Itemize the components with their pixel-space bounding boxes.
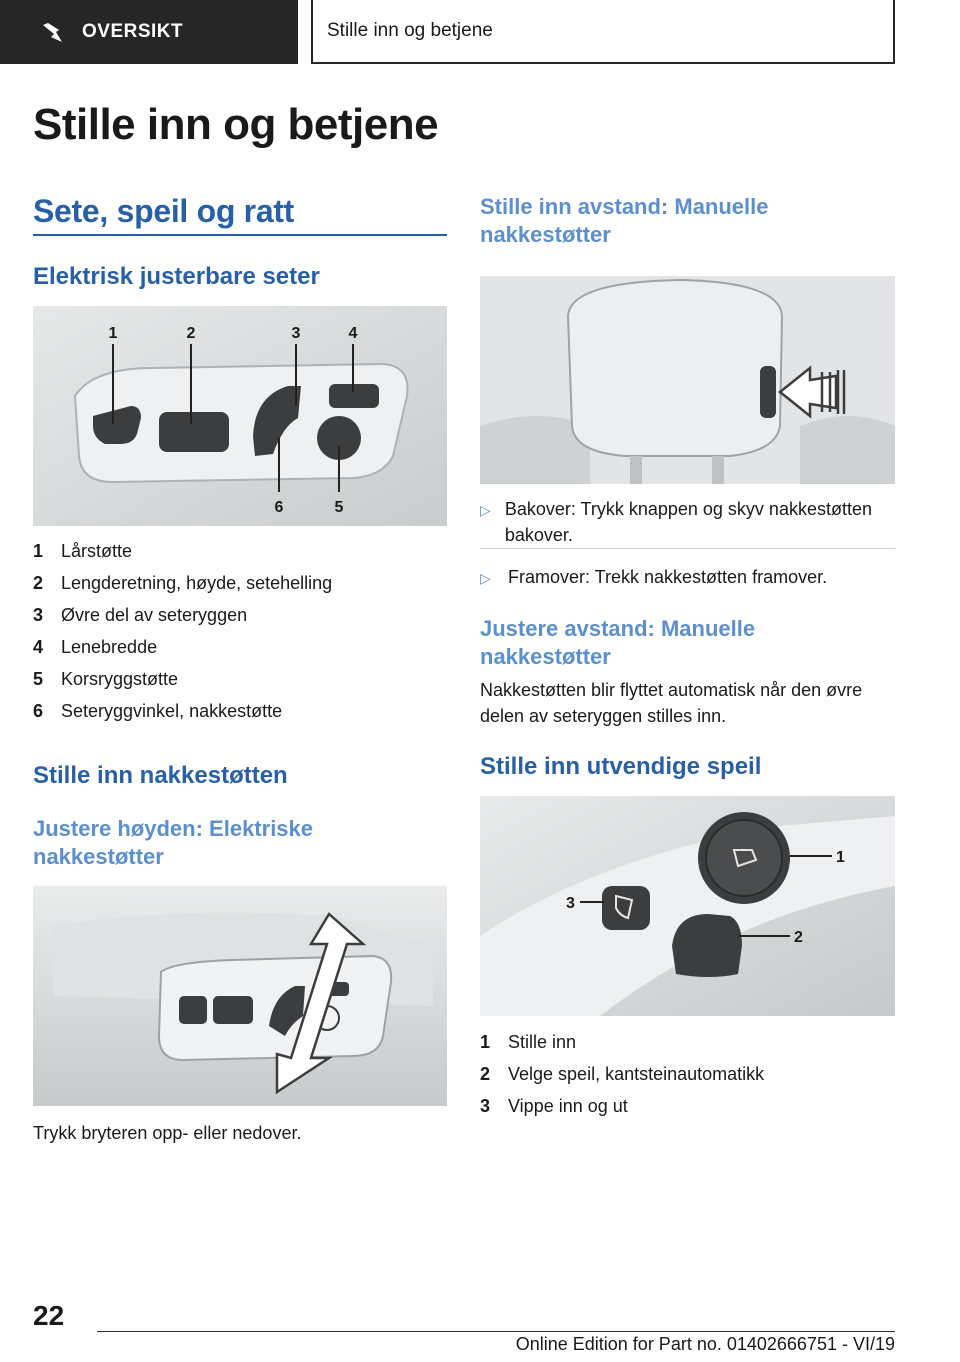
seat-legend bbox=[33, 535, 447, 727]
section-header bbox=[311, 0, 895, 64]
page-number: 22 bbox=[33, 1300, 65, 1331]
adjust-distance-heading: Justere avstand: Manuelle nakkestøtter bbox=[480, 616, 756, 669]
list-item: 2 Velge speil, kantsteinautomatikk bbox=[480, 1064, 765, 1084]
list-item: 3 Vippe inn og ut bbox=[480, 1096, 628, 1116]
seat-callout-6: 6 bbox=[274, 499, 284, 516]
mirror-controls-image bbox=[480, 796, 895, 1016]
electric-headrest-image bbox=[33, 886, 447, 1106]
overview-icon bbox=[40, 21, 66, 43]
mirror-callout-3: 3 bbox=[566, 895, 575, 912]
seat-callout-5: 5 bbox=[334, 499, 344, 516]
seat-callout-3: 3 bbox=[291, 325, 301, 342]
list-item: 4 Lenebredde bbox=[33, 637, 158, 657]
seats-heading: Elektrisk justerbare seter bbox=[33, 263, 320, 290]
overview-tab-label: OVERSIKT bbox=[82, 21, 184, 42]
overview-tab[interactable] bbox=[0, 0, 298, 64]
electric-headrest-text: Trykk bryteren opp- eller nedover. bbox=[33, 1123, 302, 1143]
headrest-heading: Stille inn nakkestøtten bbox=[33, 762, 288, 789]
manual-bullets bbox=[480, 496, 895, 607]
electric-headrest-heading: Justere høyden: Elektriske nakkestøtter bbox=[33, 816, 314, 869]
manual-distance-heading: Stille inn avstand: Manuelle nakkestøtter bbox=[480, 194, 769, 247]
seat-callout-1: 1 bbox=[108, 325, 118, 342]
list-item: 1 Stille inn bbox=[480, 1032, 577, 1052]
triangle-bullet-icon: ▷ bbox=[480, 570, 491, 586]
triangle-bullet-icon: ▷ bbox=[480, 502, 491, 518]
section-rule bbox=[33, 234, 447, 236]
bullet-divider bbox=[480, 548, 895, 549]
mirror-callout-1: 1 bbox=[836, 849, 845, 866]
list-item: 5 Korsryggstøtte bbox=[33, 669, 179, 689]
section-heading: Sete, speil og ratt bbox=[33, 193, 295, 229]
seat-callout-2: 2 bbox=[186, 325, 196, 342]
mirror-legend bbox=[480, 1026, 895, 1122]
list-item: ▷ Bakover: Trykk knappen og skyv nakkestøtten bakover. bbox=[480, 496, 895, 548]
manual-headrest-image bbox=[480, 276, 895, 484]
page-title: Stille inn og betjene bbox=[33, 100, 439, 149]
list-item: 6 Seteryggvinkel, nakkestøtte bbox=[33, 701, 283, 721]
seat-callout-4: 4 bbox=[348, 325, 358, 342]
adjust-distance-text: Nakkestøtten blir flyttet automatisk når den øvre delen av seteryggen stilles inn. bbox=[480, 680, 863, 726]
mirror-callout-2: 2 bbox=[794, 929, 803, 946]
section-header-label: Stille inn og betjene bbox=[327, 20, 493, 41]
list-item: 2 Lengderetning, høyde, setehelling bbox=[33, 573, 333, 593]
list-item: ▷ Framover: Trekk nakkestøtten framover. bbox=[480, 564, 895, 591]
edition-footer: Online Edition for Part no. 01402666751 - VI/19 bbox=[515, 1334, 895, 1354]
list-item: 1 Lårstøtte bbox=[33, 541, 133, 561]
footer-rule bbox=[97, 1331, 895, 1332]
mirrors-heading: Stille inn utvendige speil bbox=[480, 753, 762, 780]
list-item: 3 Øvre del av seteryggen bbox=[33, 605, 248, 625]
seat-controls-image bbox=[33, 306, 447, 526]
